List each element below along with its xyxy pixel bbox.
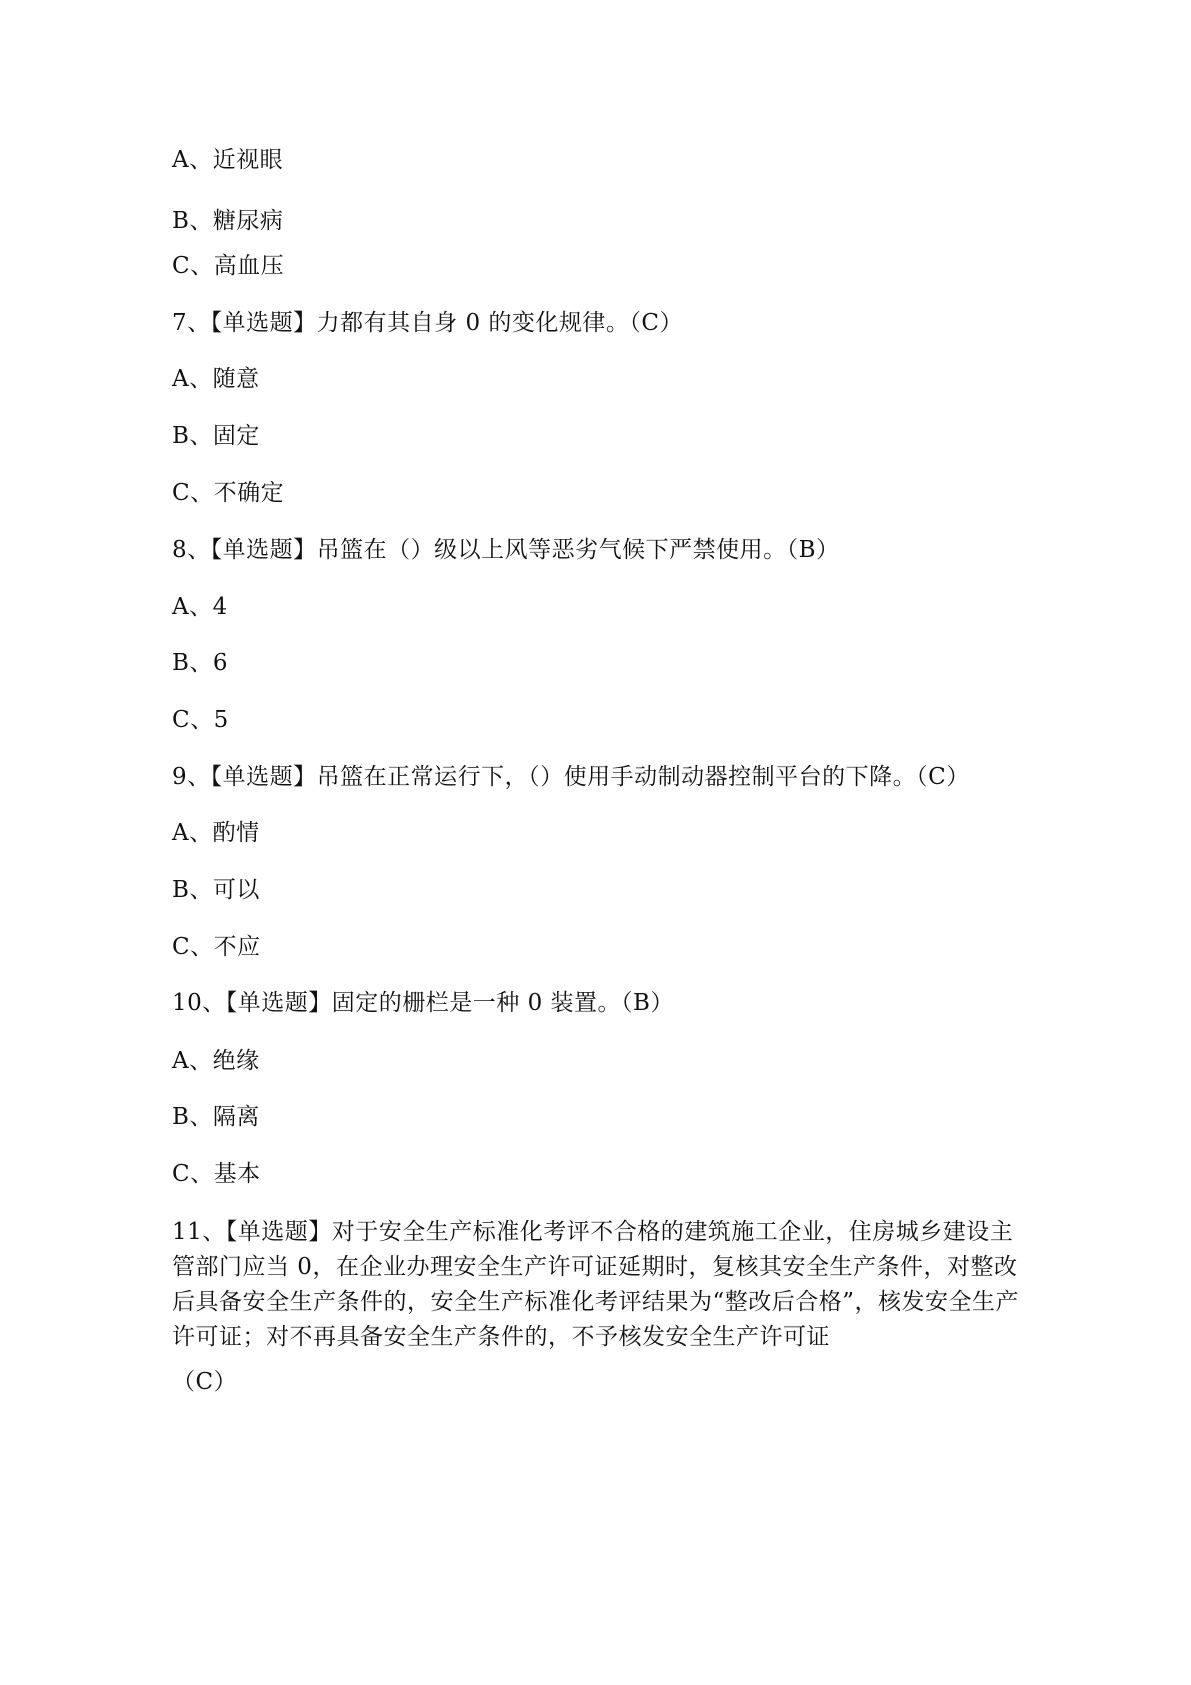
q10-option-b: B、隔离	[172, 1104, 260, 1130]
q6-option-a: A、近视眼	[172, 147, 284, 173]
q6-option-c: C、高血压	[172, 253, 285, 279]
q8-question: 8、【单选题】吊篮在（）级以上风等恶劣气候下严禁使用。（B）	[172, 537, 840, 563]
q8-option-a: A、4	[172, 594, 228, 620]
q8-option-b: B、6	[172, 650, 229, 676]
q9-option-c: C、不应	[172, 934, 261, 960]
q9-option-a: A、酌情	[172, 820, 260, 846]
q9-option-b: B、可以	[172, 877, 260, 903]
q9-question: 9、【单选题】吊篮在正常运行下，（）使用手动制动器控制平台的下降。（C）	[172, 764, 970, 790]
q10-option-c: C、基本	[172, 1161, 261, 1187]
q8-option-c: C、5	[172, 707, 229, 733]
q10-question: 10、【单选题】固定的栅栏是一种 0 装置。（B）	[172, 990, 674, 1016]
q7-option-a: A、随意	[172, 366, 260, 392]
q11-question: 11、【单选题】对于安全生产标准化考评不合格的建筑施工企业，住房城乡建设主管部门应当 0，在企业办理安全生产许可证延期时，复核其安全生产条件，对整改后具备安全生产条件的，安全生产标准化考评结果为“整改后合格”，核发安全生产许可证；对不再具备安全生产条件的，不予核发安全生产许可证	[172, 1219, 1020, 1350]
q7-question: 7、【单选题】力都有其自身 0 的变化规律。（C）	[172, 310, 683, 336]
q7-option-c: C、不确定	[172, 480, 285, 506]
q10-option-a: A、绝缘	[172, 1048, 260, 1074]
q6-option-b: B、糖尿病	[172, 208, 284, 234]
q7-option-b: B、固定	[172, 423, 260, 449]
q11-answer: （C）	[172, 1369, 238, 1395]
